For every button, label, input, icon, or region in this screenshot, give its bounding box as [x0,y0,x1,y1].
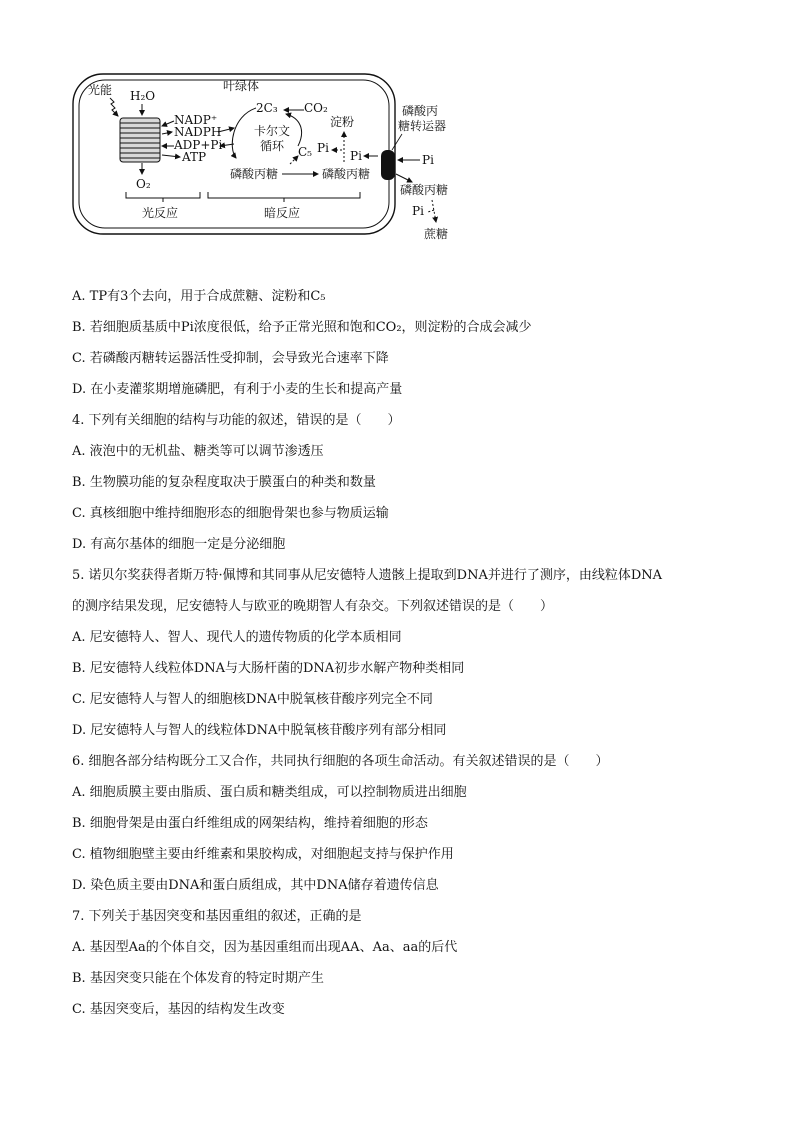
pi-outside-label: Pi [422,153,434,167]
pi-bottom-label: Pi [412,204,424,218]
line-q7-b: B. 基因突变只能在个体发育的特定时期产生 [72,971,324,986]
starch-label: 淀粉 [330,115,355,129]
line-q7-a: A. 基因型Aa的个体自交，因为基因重组而出现AA、Aa、aa的后代 [72,940,458,955]
line-question-6: 6. 细胞各部分结构既分工又合作，共同执行细胞的各项生命活动。有关叙述错误的是（ ） [72,754,609,769]
line-q7-c: C. 基因突变后，基因的结构发生改变 [72,1002,285,1017]
line-q5-b: B. 尼安德特人线粒体DNA与大肠杆菌的DNA初步水解产物种类相同 [72,661,465,676]
pi-bottom-arrow [428,210,434,212]
line-question-4: 4. 下列有关细胞的结构与功能的叙述，错误的是（ ） [72,413,401,428]
calvin-cycle-label-1: 卡尔文 [254,124,291,138]
line-q4-a: A. 液泡中的无机盐、糖类等可以调节渗透压 [72,444,324,459]
pi-inner-label: Pi [317,141,329,155]
line-q6-a: A. 细胞质膜主要由脂质、蛋白质和糖类组成，可以控制物质进出细胞 [72,785,467,800]
grana-stack [120,118,160,162]
calvin-cycle-arrow-left [232,108,256,158]
line-q6-c: C. 植物细胞壁主要由纤维素和果胶构成，对细胞起支持与保护作用 [72,847,454,862]
triose-stroma-label: 磷酸丙糖 [322,167,371,181]
light-arrow [110,98,118,116]
line-question-7: 7. 下列关于基因突变和基因重组的叙述，正确的是 [72,909,362,924]
triose-outside-arrow [396,174,412,182]
line-option-b: B. 若细胞质基质中Pi浓度很低，给予正常光照和饱和CO₂，则淀粉的合成会减少 [72,320,532,335]
pi-membrane-label: Pi [350,149,362,163]
nadp-plus-label: NADP⁺ [174,113,218,127]
oxygen-label: O₂ [136,177,151,191]
transporter-label-2: 糖转运器 [398,119,447,133]
c3-label: 2C₃ [256,101,278,115]
line-q5-d: D. 尼安德特人与智人的线粒体DNA中脱氧核苷酸序列有部分相同 [72,723,447,738]
chloroplast-diagram [60,60,480,250]
line-q4-c: C. 真核细胞中维持细胞形态的细胞骨架也参与物质运输 [72,506,389,521]
transporter-label-1: 磷酸丙 [402,104,439,118]
line-q5-a: A. 尼安德特人、智人、现代人的遗传物质的化学本质相同 [72,630,402,645]
grana-to-nadph-arrow [162,132,172,134]
chloroplast-label: 叶绿体 [223,79,260,93]
nadp-to-grana-arrow [162,121,174,126]
adp-pi-label: ADP+Pi [174,138,223,152]
c5-label: C₅ [298,145,312,159]
line-q6-b: B. 细胞骨架是由蛋白纤维组成的网架结构，维持着细胞的形态 [72,816,428,831]
triose-phosphate-transporter [381,150,395,180]
atp-label: ATP [182,150,207,164]
triose-outside-label: 磷酸丙糖 [400,183,449,197]
water-label: H₂O [130,89,156,103]
line-q4-d: D. 有高尔基体的细胞一定是分泌细胞 [72,537,286,552]
triose-inner-label: 磷酸丙糖 [230,167,279,181]
sucrose-label: 蔗糖 [424,227,449,241]
line-question-5: 5. 诺贝尔奖获得者斯万特·佩博和其同事从尼安德特人遗骸上提取到DNA并进行了测序，由线粒体DNA [72,568,663,583]
line-question-5-cont: 的测序结果发现，尼安德特人与欧亚的晚期智人有杂交。下列叙述错误的是（ ） [72,599,554,614]
light-reaction-bracket [126,192,200,198]
line-q4-b: B. 生物膜功能的复杂程度取决于膜蛋白的种类和数量 [72,475,376,490]
calvin-cycle-label-2: 循环 [260,139,285,153]
triose-to-c5-arrow [290,156,298,164]
nadph-label: NADPH [174,125,222,139]
line-option-d: D. 在小麦灌浆期增施磷肥，有利于小麦的生长和提高产量 [72,382,403,397]
light-energy-label: 光能 [88,83,113,97]
co2-label: CO₂ [304,101,328,115]
grana-to-atp-arrow [162,155,180,157]
sucrose-arrow [432,200,436,222]
line-q6-d: D. 染色质主要由DNA和蛋白质组成，其中DNA储存着遗传信息 [72,878,439,893]
dark-reaction-label: 暗反应 [264,206,301,220]
line-option-a: A. TP有3个去向，用于合成蔗糖、淀粉和C₅ [72,289,326,304]
transporter-pointer [392,134,402,150]
dark-reaction-bracket [208,192,360,198]
line-option-c: C. 若磷酸丙糖转运器活性受抑制，会导致光合速率下降 [72,351,389,366]
line-q5-c: C. 尼安德特人与智人的细胞核DNA中脱氧核苷酸序列完全不同 [72,692,433,707]
question-text [72,281,752,1025]
light-reaction-label: 光反应 [142,206,179,220]
